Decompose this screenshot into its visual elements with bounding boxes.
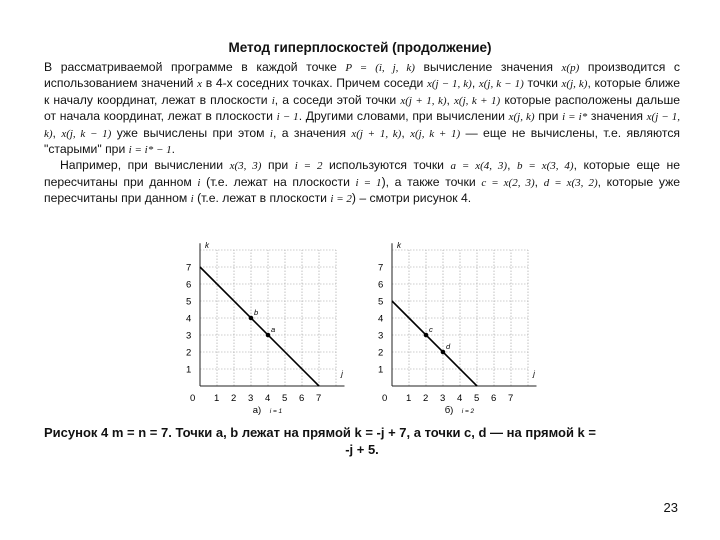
y-tick-label: 1: [378, 364, 384, 376]
math-expression: x(j, k + 1): [454, 94, 501, 107]
math-expression: P = (i, j, k): [345, 62, 415, 74]
text-run: В рассматриваемой программе в каждой точке: [44, 60, 346, 74]
text-run: производится с использованием значений: [44, 60, 681, 91]
point-a: [266, 333, 271, 338]
text-run: ), а также точки: [381, 174, 482, 189]
plane-label: i = 1: [269, 408, 283, 415]
text-run: (т.е. лежат на плоскости: [200, 174, 356, 189]
text-run: ) – смотри рисунок 4.: [351, 191, 472, 206]
math-expression: x(j, k + 1): [410, 127, 461, 140]
math-expression: x(j − 1, k): [44, 111, 681, 140]
diagonal-line: [392, 301, 477, 386]
figure-area: [170, 241, 535, 423]
math-expression: x(j + 1, k): [351, 127, 402, 140]
math-expression: x(j, k): [508, 111, 535, 124]
x-tick-label: 4: [265, 393, 271, 404]
text-run: значения: [587, 109, 647, 124]
math-expression: x(p): [561, 62, 580, 74]
text-run: Например, при вычислении: [60, 158, 230, 173]
x-tick-label: 0: [382, 393, 388, 404]
text-run: уже вычислены при этом: [111, 125, 270, 140]
x-tick-label: 2: [231, 393, 237, 404]
slide-title: Метод гиперплоскостей (продолжение): [228, 40, 492, 55]
text-run: при: [261, 158, 295, 173]
axis-j-label: j: [341, 369, 343, 379]
text-run: , а соседи этой точки: [274, 92, 401, 107]
math-expression: i: [190, 193, 194, 206]
x-tick-label: 6: [491, 393, 497, 404]
x-tick-label: 4: [457, 393, 463, 404]
x-tick-label: 7: [508, 393, 514, 404]
math-expression: i = 1: [355, 176, 382, 189]
y-tick-label: 3: [378, 330, 384, 342]
figure-svg: [170, 241, 535, 423]
text-run: при: [534, 109, 563, 124]
x-tick-label: 3: [440, 393, 446, 404]
y-tick-label: 2: [378, 347, 384, 359]
y-tick-label: 5: [186, 296, 192, 308]
y-tick-label: 7: [378, 262, 384, 274]
y-tick-label: 6: [186, 279, 192, 291]
page-number: 23: [663, 500, 678, 515]
text-run: ,: [507, 158, 517, 173]
x-tick-label: 6: [299, 393, 305, 404]
subfigure-label: a): [252, 405, 262, 416]
text-run: ,: [446, 92, 455, 107]
math-expression: i: [269, 127, 273, 140]
point-label: c: [429, 325, 433, 334]
text-run: , а значения: [272, 125, 352, 140]
y-tick-label: 4: [186, 313, 192, 325]
text-run: точки: [523, 76, 562, 91]
x-tick-label: 3: [248, 393, 254, 404]
math-expression: a = x(4, 3): [450, 160, 508, 173]
math-expression: b = x(3, 4): [517, 160, 574, 173]
axis-k-label: k: [397, 241, 401, 250]
math-expression: i − 1: [276, 111, 299, 124]
text-run: , которые уже пересчитаны при данном: [44, 174, 680, 206]
paragraph: [44, 158, 680, 207]
subfigure-label: б): [444, 405, 454, 416]
caption-line-1: Рисунок 4 m = n = 7. Точки a, b лежат на прямой k = -j + 7, а точки c, d — на прямой k =: [44, 425, 596, 440]
x-tick-label: 1: [214, 393, 220, 404]
math-expression: i = i*: [562, 111, 588, 124]
x-tick-label: 1: [406, 393, 412, 404]
x-tick-label: 2: [423, 393, 429, 404]
y-tick-label: 4: [378, 313, 384, 325]
point-c: [424, 333, 429, 338]
plane-label: i = 2: [461, 408, 475, 415]
y-tick-label: 2: [186, 347, 192, 359]
point-label: b: [254, 308, 259, 317]
math-expression: x(j, k − 1): [478, 78, 524, 91]
text-run: , которые еще не пересчитаны при данном: [44, 158, 680, 189]
text-run: ,: [401, 125, 411, 140]
x-tick-label: 5: [474, 393, 480, 404]
axis-j-label: j: [533, 369, 535, 379]
y-tick-label: 3: [186, 330, 192, 342]
math-expression: i = i* − 1: [128, 144, 172, 157]
text-run: — еще не вычислены, т.е. являются "старыми" при: [44, 125, 681, 157]
math-expression: i = 2: [294, 160, 323, 173]
math-expression: i: [197, 176, 201, 189]
math-expression: x(j − 1, k): [426, 78, 472, 91]
math-expression: x(3, 3): [229, 160, 262, 173]
text-run: .: [171, 142, 176, 157]
math-expression: x(j, k − 1): [61, 127, 112, 140]
math-expression: i = 2: [330, 193, 352, 206]
y-tick-label: 7: [186, 262, 192, 274]
text-run: вычисление значения: [414, 60, 562, 74]
x-tick-label: 5: [282, 393, 288, 404]
body-text: [44, 60, 680, 208]
math-expression: i: [271, 94, 275, 107]
text-run: ,: [471, 76, 479, 91]
text-run: используются точки: [322, 158, 451, 173]
math-expression: d = x(3, 2): [543, 176, 598, 189]
x-tick-label: 7: [316, 393, 322, 404]
axis-k-label: k: [205, 241, 209, 250]
text-run: ,: [534, 174, 544, 189]
text-run: , которые ближе к началу координат, лежат в плоскости: [44, 76, 680, 107]
text-run: ,: [52, 125, 62, 140]
point-d: [441, 350, 446, 355]
text-run: которые расположены дальше от начала координат, лежат в плоскости: [44, 92, 681, 124]
paragraph: [44, 60, 680, 158]
text-run: . Другими словами, при вычислении: [298, 109, 509, 124]
point-b: [249, 316, 254, 321]
caption-line-2: -j + 5.: [345, 442, 379, 457]
point-label: d: [446, 342, 451, 351]
x-tick-label: 0: [190, 393, 196, 404]
diagonal-line: [200, 267, 319, 386]
y-tick-label: 6: [378, 279, 384, 291]
text-run: в 4-х соседних точках. Причем соседи: [202, 76, 427, 91]
point-label: a: [271, 325, 276, 334]
math-expression: c = x(2, 3): [481, 176, 535, 189]
text-run: (т.е. лежат в плоскости: [193, 191, 331, 206]
y-tick-label: 1: [186, 364, 192, 376]
math-expression: x(j + 1, k): [400, 94, 447, 107]
math-expression: x: [197, 78, 203, 91]
figure-caption: [44, 424, 680, 458]
math-expression: x(j, k): [561, 78, 588, 91]
y-tick-label: 5: [378, 296, 384, 308]
